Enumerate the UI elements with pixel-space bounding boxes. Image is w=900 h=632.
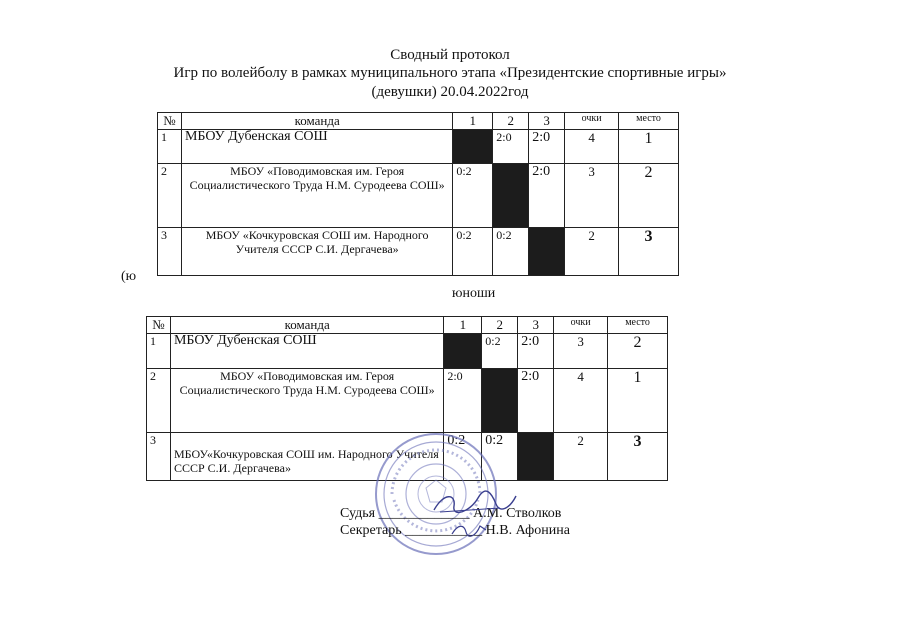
score-cell: 0:2: [482, 433, 518, 481]
row-points: 3: [565, 164, 619, 228]
row-team: МБОУ «Поводимовская им. Героя Социалистического Труда Н.М. Суродеева СОШ»: [170, 369, 443, 433]
secretary-underline: ___________: [405, 523, 483, 538]
row-num: 1: [147, 334, 171, 369]
col-points: очки: [554, 317, 608, 334]
col-num: №: [158, 113, 182, 130]
row-place: 1: [619, 130, 679, 164]
protocol-date: (девушки) 20.04.2022год: [371, 84, 529, 100]
row-points: 4: [554, 369, 608, 433]
row-num: 3: [158, 228, 182, 276]
row-place: 3: [619, 228, 679, 276]
col-2: 2: [493, 113, 529, 130]
boys-header-row: [147, 317, 668, 334]
col-1: 1: [453, 113, 493, 130]
score-self: [453, 130, 493, 164]
girls-results-table: [157, 112, 679, 276]
boys-section-label: юноши: [452, 286, 496, 301]
row-points: 2: [554, 433, 608, 481]
score-cell: 0:2: [444, 433, 482, 481]
score-cell: 0:2: [453, 164, 493, 228]
col-1: 1: [444, 317, 482, 334]
secretary-label: Секретарь: [340, 523, 402, 538]
table-row: [158, 130, 679, 164]
score-self: [482, 369, 518, 433]
judge-label: Судья: [340, 506, 376, 521]
score-self: [529, 228, 565, 276]
score-self: [444, 334, 482, 369]
score-cell: 2:0: [493, 130, 529, 164]
col-place: место: [608, 317, 668, 334]
table-row: [147, 334, 668, 369]
col-team: команда: [181, 113, 452, 130]
col-place: место: [619, 113, 679, 130]
col-2: 2: [482, 317, 518, 334]
score-self: [493, 164, 529, 228]
secretary-name: Н.В. Афонина: [485, 523, 570, 538]
girls-header-row: [158, 113, 679, 130]
col-num: №: [147, 317, 171, 334]
row-num: 3: [147, 433, 171, 481]
table-row: [158, 164, 679, 228]
row-place: 1: [608, 369, 668, 433]
table-row: [158, 228, 679, 276]
score-cell: 0:2: [493, 228, 529, 276]
row-team: МБОУ «Поводимовская им. Героя Социалистического Труда Н.М. Суродеева СОШ»: [181, 164, 452, 228]
col-3: 3: [518, 317, 554, 334]
row-num: 1: [158, 130, 182, 164]
protocol-title: Сводный протокол: [390, 47, 510, 63]
row-team: МБОУ Дубенская СОШ: [170, 334, 443, 369]
judge-name: А.М. Стволков: [473, 506, 562, 521]
table-row: [147, 369, 668, 433]
col-team: команда: [170, 317, 443, 334]
row-team: МБОУ«Кочкуровская СОШ им. Народного Учителя СССР С.И. Дергачева»: [170, 433, 443, 481]
row-team: МБОУ «Кочкуровская СОШ им. Народного Учителя СССР С.И. Дергачева»: [181, 228, 452, 276]
row-num: 2: [147, 369, 171, 433]
row-place: 2: [619, 164, 679, 228]
judge-handwritten-signature-icon: [430, 488, 520, 518]
score-cell: 0:2: [453, 228, 493, 276]
row-place: 2: [608, 334, 668, 369]
score-cell: 2:0: [529, 130, 565, 164]
score-cell: 0:2: [482, 334, 518, 369]
col-points: очки: [565, 113, 619, 130]
col-3: 3: [529, 113, 565, 130]
row-place: 3: [608, 433, 668, 481]
secretary-handwritten-signature-icon: [450, 520, 490, 540]
row-num: 2: [158, 164, 182, 228]
score-cell: 2:0: [529, 164, 565, 228]
row-points: 3: [554, 334, 608, 369]
row-team: МБОУ Дубенская СОШ: [181, 130, 452, 164]
score-cell: 2:0: [518, 334, 554, 369]
side-mark: (ю: [121, 269, 137, 284]
score-self: [518, 433, 554, 481]
judge-underline: _____________: [378, 506, 470, 521]
score-cell: 2:0: [518, 369, 554, 433]
protocol-subtitle: Игр по волейболу в рамках муниципального этапа «Президентские спортивные игры»: [173, 65, 727, 81]
row-points: 2: [565, 228, 619, 276]
score-cell: 2:0: [444, 369, 482, 433]
row-points: 4: [565, 130, 619, 164]
